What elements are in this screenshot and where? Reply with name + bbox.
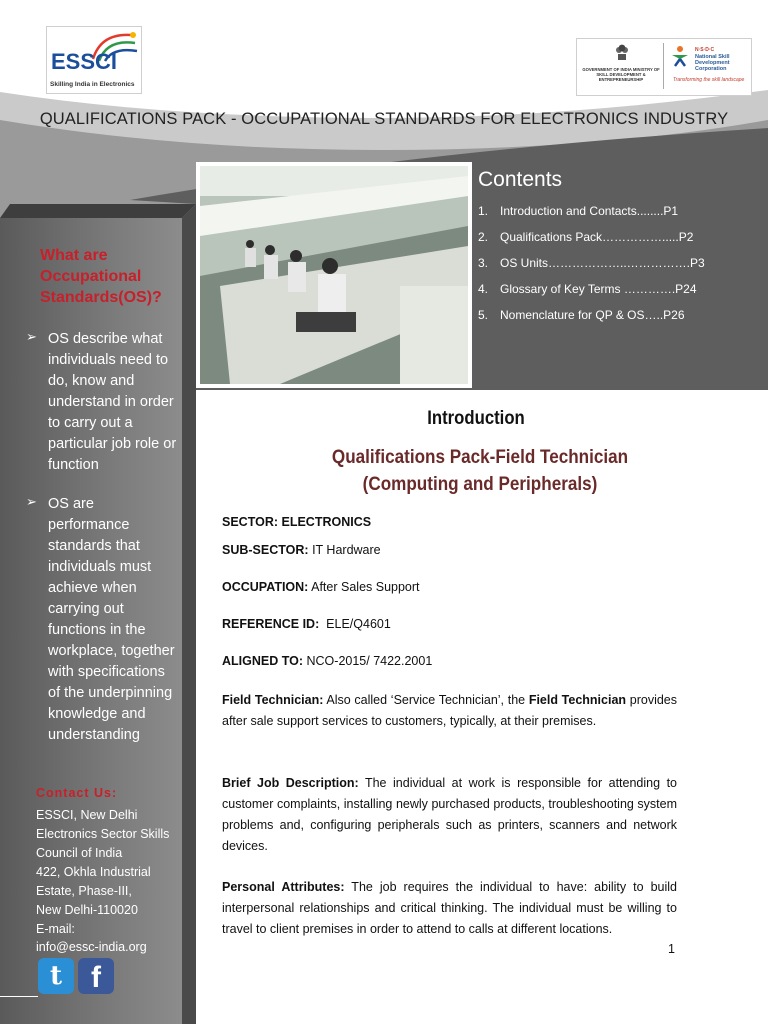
contact-line: New Delhi-110020 — [36, 903, 138, 917]
nsdc-slogan: Transforming the skill landscape — [673, 77, 745, 83]
contents-item-number: 3. — [478, 256, 489, 270]
field-technician-label: Field Technician: — [222, 693, 324, 707]
occupation-label: OCCUPATION: — [222, 580, 309, 594]
contact-heading: Contact Us: — [36, 786, 118, 800]
contents-item-text: Introduction and Contacts........P1 — [500, 204, 679, 218]
logo-divider — [663, 43, 664, 89]
aligned-value: NCO-2015/ 7422.2001 — [303, 654, 433, 668]
subsector-field — [222, 543, 381, 557]
contact-line: Council of India — [36, 846, 123, 860]
sector-label: SECTOR: ELECTRONICS — [222, 515, 372, 529]
contents-item-text: Nomenclature for QP & OS…..P26 — [500, 308, 685, 322]
national-emblem-icon — [615, 42, 629, 62]
subsector-value: IT Hardware — [308, 543, 381, 557]
nsdc-name: National Skill Development Corporation — [695, 54, 730, 72]
sidebar-bullet-text: OS are performance standards that individuals must achieve when carrying out functions in the workplace, together with specifications of the underpinning knowledge and understanding — [48, 496, 175, 743]
document-title: QUALIFICATIONS PACK - OCCUPATIONAL STANDARDS FOR ELECTRONICS INDUSTRY — [39, 110, 729, 128]
contents-item[interactable] — [478, 204, 758, 230]
contact-line: ESSCI, New Delhi — [36, 808, 138, 822]
field-technician-text: Also called ‘Service Technician’, the — [323, 693, 529, 707]
aligned-field — [222, 654, 432, 668]
contents-item[interactable] — [478, 230, 758, 256]
personal-attributes-text: The job requires the individual to have: ability to build interpersonal relationships and critical thinking. The individual must be willing to travel to client premises in order to attend to calls at different locations. — [222, 880, 677, 936]
arrow-bullet-icon: ➢ — [26, 329, 37, 344]
brief-job-text: The individual at work is responsible for attending to customer complaints, installing newly purchased products, troubleshooting system problems and, configuring peripherals such as printers, scanners and network devices. — [222, 776, 677, 853]
introduction-heading: Introduction — [427, 408, 525, 429]
aligned-label: ALIGNED TO: — [222, 654, 304, 668]
contact-email-link[interactable]: info@essc-india.org — [36, 940, 147, 954]
personal-attributes-paragraph — [222, 877, 677, 940]
contents-item-text: OS Units………………..…………….P3 — [500, 256, 705, 270]
footer-rule — [0, 996, 38, 997]
contents-item-text: Glossary of Key Terms ………….P24 — [500, 282, 697, 296]
essci-wordmark: ESSCI — [51, 49, 118, 74]
field-technician-bold: Field Technician — [528, 693, 627, 707]
field-technician-paragraph — [222, 690, 677, 732]
brief-job-paragraph — [222, 773, 677, 857]
page-number: 1 — [668, 942, 675, 956]
nsdc-figure-icon — [669, 45, 691, 67]
sector-field — [222, 515, 371, 529]
occupation-value: After Sales Support — [308, 580, 420, 594]
essci-tagline: Skilling India in Electronics — [50, 81, 135, 88]
contents-item-text: Qualifications Pack…………….....P2 — [500, 230, 694, 244]
contents-item-number: 5. — [478, 308, 489, 322]
factory-workers-photo — [196, 162, 472, 388]
subsector-label: SUB-SECTOR: — [222, 543, 309, 557]
essci-logo — [46, 26, 142, 94]
sidebar-bullet — [26, 329, 178, 479]
contact-line: Estate, Phase-III, — [36, 884, 132, 898]
contents-item-number: 4. — [478, 282, 489, 296]
personal-attributes-label: Personal Attributes: — [222, 880, 345, 894]
contents-item[interactable] — [478, 282, 758, 308]
field-technician-text-2: provides after sale support services to customers, typically, at their premises. — [222, 693, 678, 728]
contact-line: 422, Okhla Industrial — [36, 865, 151, 879]
contact-line: E-mail: — [36, 922, 75, 936]
sidebar-question-heading: What are Occupational Standards(OS)? — [40, 247, 162, 306]
occupation-field — [222, 580, 420, 594]
contents-item-number: 2. — [478, 230, 489, 244]
contents-title: Contents — [478, 168, 563, 191]
sidebar-bullet — [26, 494, 178, 774]
contents-list — [478, 204, 758, 334]
qp-title-line2: (Computing and Peripherals) — [362, 474, 598, 495]
facebook-icon[interactable]: f — [78, 958, 114, 994]
contact-line: Electronics Sector Skills — [36, 827, 170, 841]
government-text: GOVERNMENT OF INDIA MINISTRY OF SKILL DEVELOPMENT & ENTREPRENEURSHIP — [582, 67, 660, 82]
contents-item[interactable] — [478, 256, 758, 282]
reference-value: ELE/Q4601 — [319, 617, 391, 631]
sidebar-bullet-text: OS describe what individuals need to do, know and understand in order to carry out a particular job role or function — [48, 331, 177, 473]
contents-item-number: 1. — [478, 204, 489, 218]
reference-label: REFERENCE ID: — [222, 617, 320, 631]
government-nsdc-logo — [576, 38, 752, 96]
reference-field — [222, 617, 391, 631]
nsdc-label: N·S·D·C — [695, 47, 715, 53]
contents-item[interactable] — [478, 308, 758, 334]
brief-job-label: Brief Job Description: — [222, 776, 359, 790]
qualification-pack-title — [224, 444, 735, 498]
factory-photo-image — [200, 166, 468, 384]
twitter-icon[interactable]: t — [38, 958, 74, 994]
qp-title-line1: Qualifications Pack-Field Technician — [331, 447, 629, 468]
arrow-bullet-icon: ➢ — [26, 494, 37, 509]
